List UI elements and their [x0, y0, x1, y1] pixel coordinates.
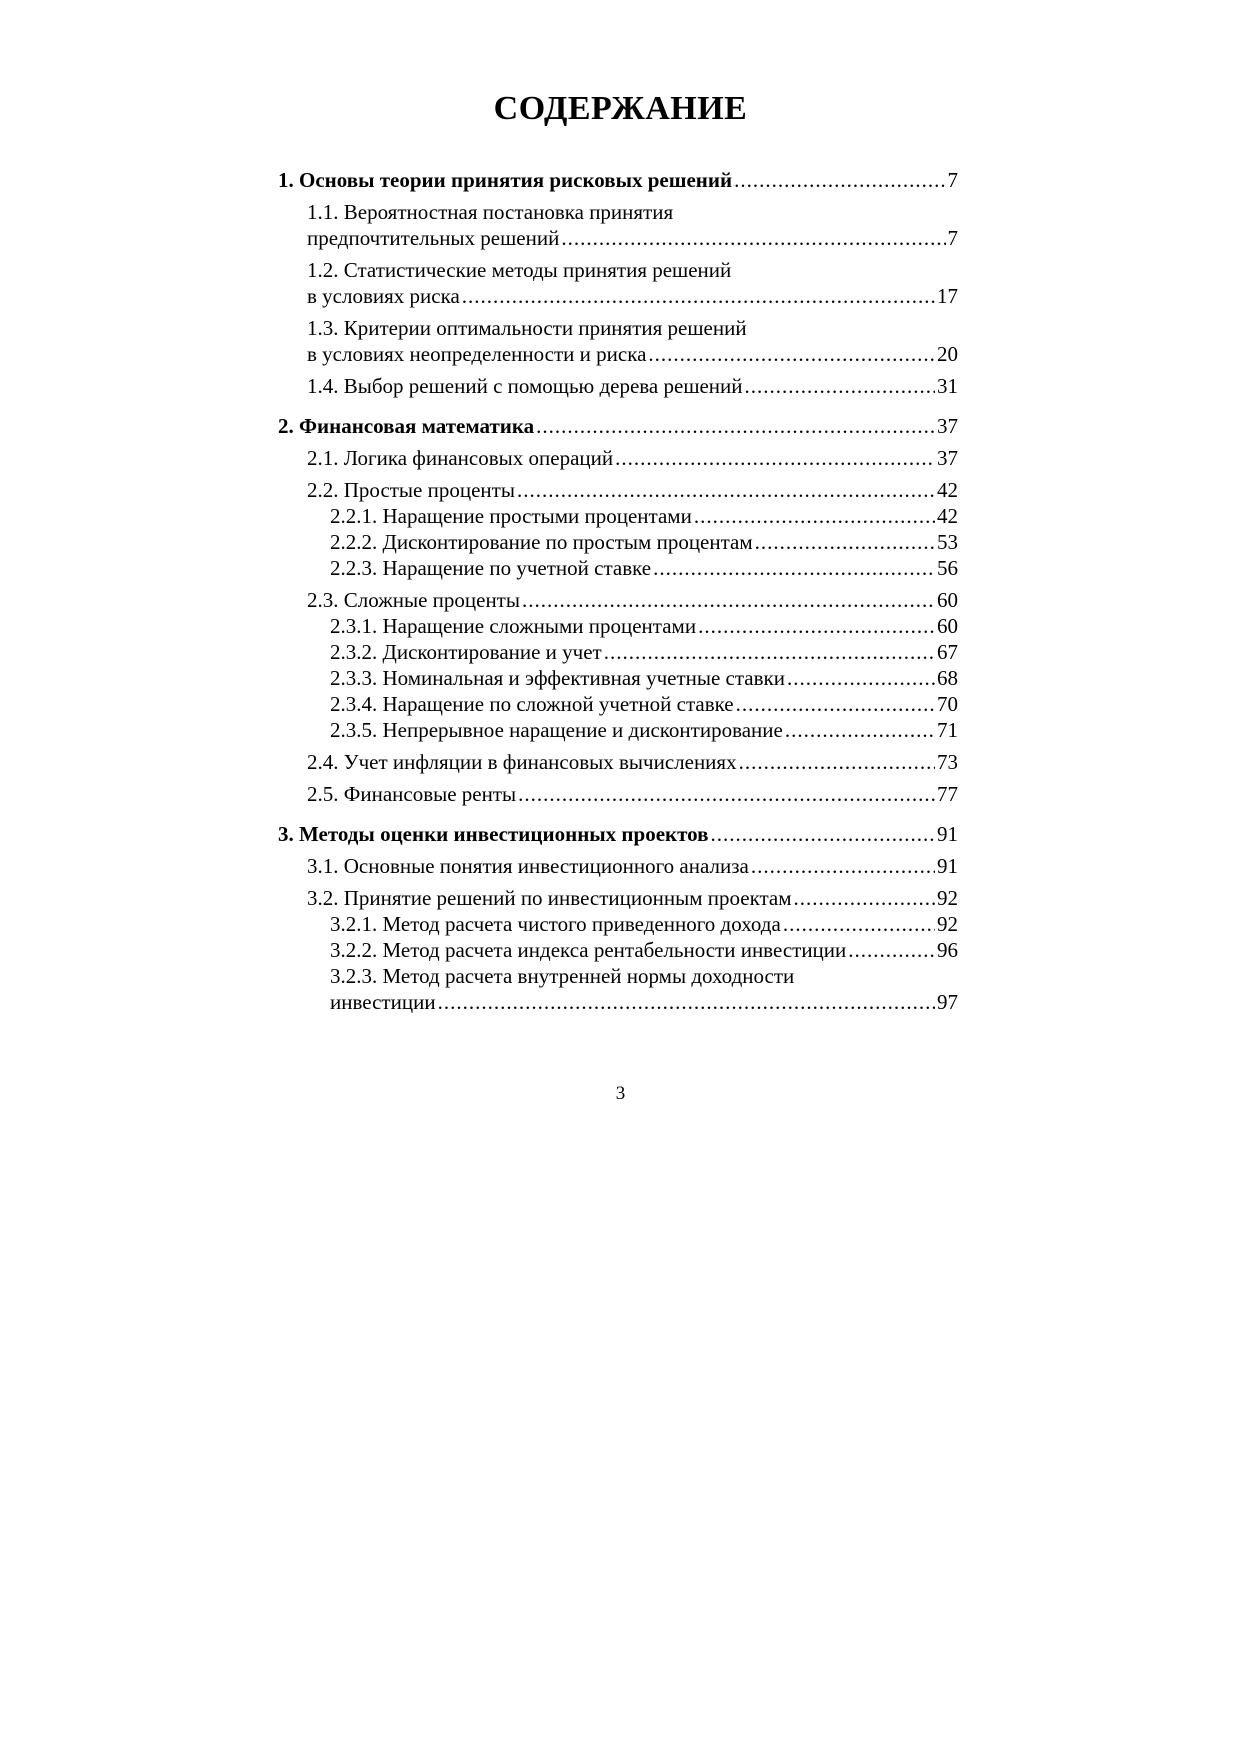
page-number: 3 — [615, 1083, 626, 1104]
toc-entry-page: 91 — [937, 854, 958, 878]
toc-entry-label: в условиях риска — [307, 284, 460, 308]
dot-leader — [848, 937, 935, 963]
toc-entry-2-5[interactable] — [278, 781, 958, 807]
toc-entry-2-2[interactable] — [278, 477, 958, 503]
dot-leader — [698, 613, 935, 639]
toc-entry-label: 3.1. Основные понятия инвестиционного анализа — [307, 854, 749, 878]
toc-entry-page: 68 — [937, 666, 958, 690]
dot-leader — [745, 373, 935, 399]
dot-leader — [755, 529, 935, 555]
toc-entry-page: 97 — [937, 990, 958, 1014]
dot-leader — [462, 283, 935, 309]
toc-entry-label: 2.2.3. Наращение по учетной ставке — [330, 556, 652, 580]
toc-entry-page: 56 — [937, 556, 958, 580]
toc-entry-page: 42 — [937, 478, 958, 502]
toc-entry-page: 37 — [937, 446, 958, 470]
table-of-contents — [278, 167, 958, 1015]
toc-entry-2-2-2[interactable] — [278, 529, 958, 555]
toc-entry-label: 2.2.1. Наращение простыми процентами — [330, 504, 692, 528]
dot-leader — [648, 341, 935, 367]
dot-leader — [653, 555, 935, 581]
toc-entry-3-2-3[interactable] — [278, 963, 958, 1015]
toc-entry-3-1[interactable] — [278, 853, 958, 879]
toc-entry-2-2-1[interactable] — [278, 503, 958, 529]
toc-entry-page: 92 — [937, 886, 958, 910]
toc-entry-label: 2.3. Сложные проценты — [307, 588, 520, 612]
toc-entry-label: 2.3.5. Непрерывное наращение и дисконтирование — [330, 718, 783, 742]
toc-entry-page: 60 — [937, 588, 958, 612]
toc-entry-2-3-5[interactable] — [278, 717, 958, 743]
toc-entry-label: 1. Основы теории принятия рисковых решений — [278, 168, 733, 192]
toc-entry-page: 31 — [937, 374, 958, 398]
toc-entry-label: предпочтительных решений — [307, 226, 560, 250]
dot-leader — [711, 821, 936, 847]
toc-entry-1-4[interactable] — [278, 373, 958, 399]
toc-entry-label: 2.3.4. Наращение по сложной учетной ставке — [330, 692, 734, 716]
toc-entry-1-2[interactable] — [278, 257, 958, 309]
toc-entry-1-3[interactable] — [278, 315, 958, 367]
toc-entry-label: 3.2.2. Метод расчета индекса рентабельности инвестиции — [330, 938, 847, 962]
toc-entry-chapter-3[interactable] — [278, 821, 958, 847]
dot-leader — [517, 477, 935, 503]
toc-entry-label: в условиях неопределенности и риска — [307, 342, 647, 366]
toc-entry-page: 71 — [937, 718, 958, 742]
toc-entry-label-line1: 1.1. Вероятностная постановка принятия — [307, 200, 674, 224]
toc-entry-page: 77 — [937, 782, 958, 806]
toc-entry-label: 2.3.2. Дисконтирование и учет — [330, 640, 602, 664]
toc-entry-label: инвестиции — [330, 990, 436, 1014]
toc-entry-1-1[interactable] — [278, 199, 958, 251]
dot-leader — [694, 503, 935, 529]
dot-leader — [734, 167, 945, 193]
toc-entry-3-2[interactable] — [278, 885, 958, 911]
dot-leader — [739, 749, 935, 775]
toc-entry-page: 7 — [947, 168, 958, 192]
toc-entry-label: 2.5. Финансовые ренты — [307, 782, 517, 806]
toc-entry-label: 1.4. Выбор решений с помощью дерева решений — [307, 374, 743, 398]
toc-entry-label: 2.3.3. Номинальная и эффективная учетные ставки — [330, 666, 785, 690]
toc-entry-page: 70 — [937, 692, 958, 716]
toc-entry-label-line1: 1.3. Критерии оптимальности принятия решений — [307, 316, 747, 340]
dot-leader — [794, 885, 935, 911]
dot-leader — [736, 691, 935, 717]
toc-entry-2-3-3[interactable] — [278, 665, 958, 691]
dot-leader — [751, 853, 935, 879]
dot-leader — [522, 587, 935, 613]
toc-entry-label: 3.2.1. Метод расчета чистого приведенного дохода — [330, 912, 781, 936]
toc-entry-label: 2.4. Учет инфляции в финансовых вычислениях — [307, 750, 737, 774]
toc-entry-chapter-2[interactable] — [278, 413, 958, 439]
toc-entry-page: 17 — [937, 284, 958, 308]
toc-entry-2-3-2[interactable] — [278, 639, 958, 665]
toc-entry-label: 3.2. Принятие решений по инвестиционным проектам — [307, 886, 792, 910]
toc-entry-chapter-1[interactable] — [278, 167, 958, 193]
toc-entry-2-3-4[interactable] — [278, 691, 958, 717]
toc-entry-page: 37 — [937, 414, 958, 438]
toc-entry-label: 2. Финансовая математика — [278, 414, 535, 438]
dot-leader — [604, 639, 935, 665]
toc-entry-page: 7 — [947, 226, 958, 250]
dot-leader — [438, 989, 935, 1015]
page-title: СОДЕРЖАНИЕ — [493, 90, 748, 127]
toc-entry-label: 2.2.2. Дисконтирование по простым процентам — [330, 530, 753, 554]
toc-entry-label-line1: 3.2.3. Метод расчета внутренней нормы доходности — [330, 964, 795, 988]
toc-entry-page: 53 — [937, 530, 958, 554]
dot-leader — [783, 911, 935, 937]
toc-entry-page: 92 — [937, 912, 958, 936]
toc-entry-label-line1: 1.2. Статистические методы принятия решений — [307, 258, 732, 282]
toc-entry-3-2-2[interactable] — [278, 937, 958, 963]
dot-leader — [615, 445, 935, 471]
toc-entry-page: 96 — [937, 938, 958, 962]
toc-entry-2-3[interactable] — [278, 587, 958, 613]
toc-entry-label: 2.2. Простые проценты — [307, 478, 515, 502]
toc-entry-label: 3. Методы оценки инвестиционных проектов — [278, 822, 709, 846]
toc-entry-2-3-1[interactable] — [278, 613, 958, 639]
toc-entry-page: 42 — [937, 504, 958, 528]
toc-entry-page: 91 — [937, 822, 958, 846]
toc-entry-2-2-3[interactable] — [278, 555, 958, 581]
toc-entry-2-4[interactable] — [278, 749, 958, 775]
dot-leader — [518, 781, 935, 807]
toc-entry-label: 2.1. Логика финансовых операций — [307, 446, 614, 470]
dot-leader — [785, 717, 935, 743]
toc-entry-page: 73 — [937, 750, 958, 774]
dot-leader — [536, 413, 935, 439]
dot-leader — [561, 225, 945, 251]
toc-entry-2-1[interactable] — [278, 445, 958, 471]
toc-entry-page: 20 — [937, 342, 958, 366]
toc-entry-page: 67 — [937, 640, 958, 664]
toc-entry-label: 2.3.1. Наращение сложными процентами — [330, 614, 697, 638]
toc-entry-3-2-1[interactable] — [278, 911, 958, 937]
dot-leader — [787, 665, 935, 691]
toc-entry-page: 60 — [937, 614, 958, 638]
